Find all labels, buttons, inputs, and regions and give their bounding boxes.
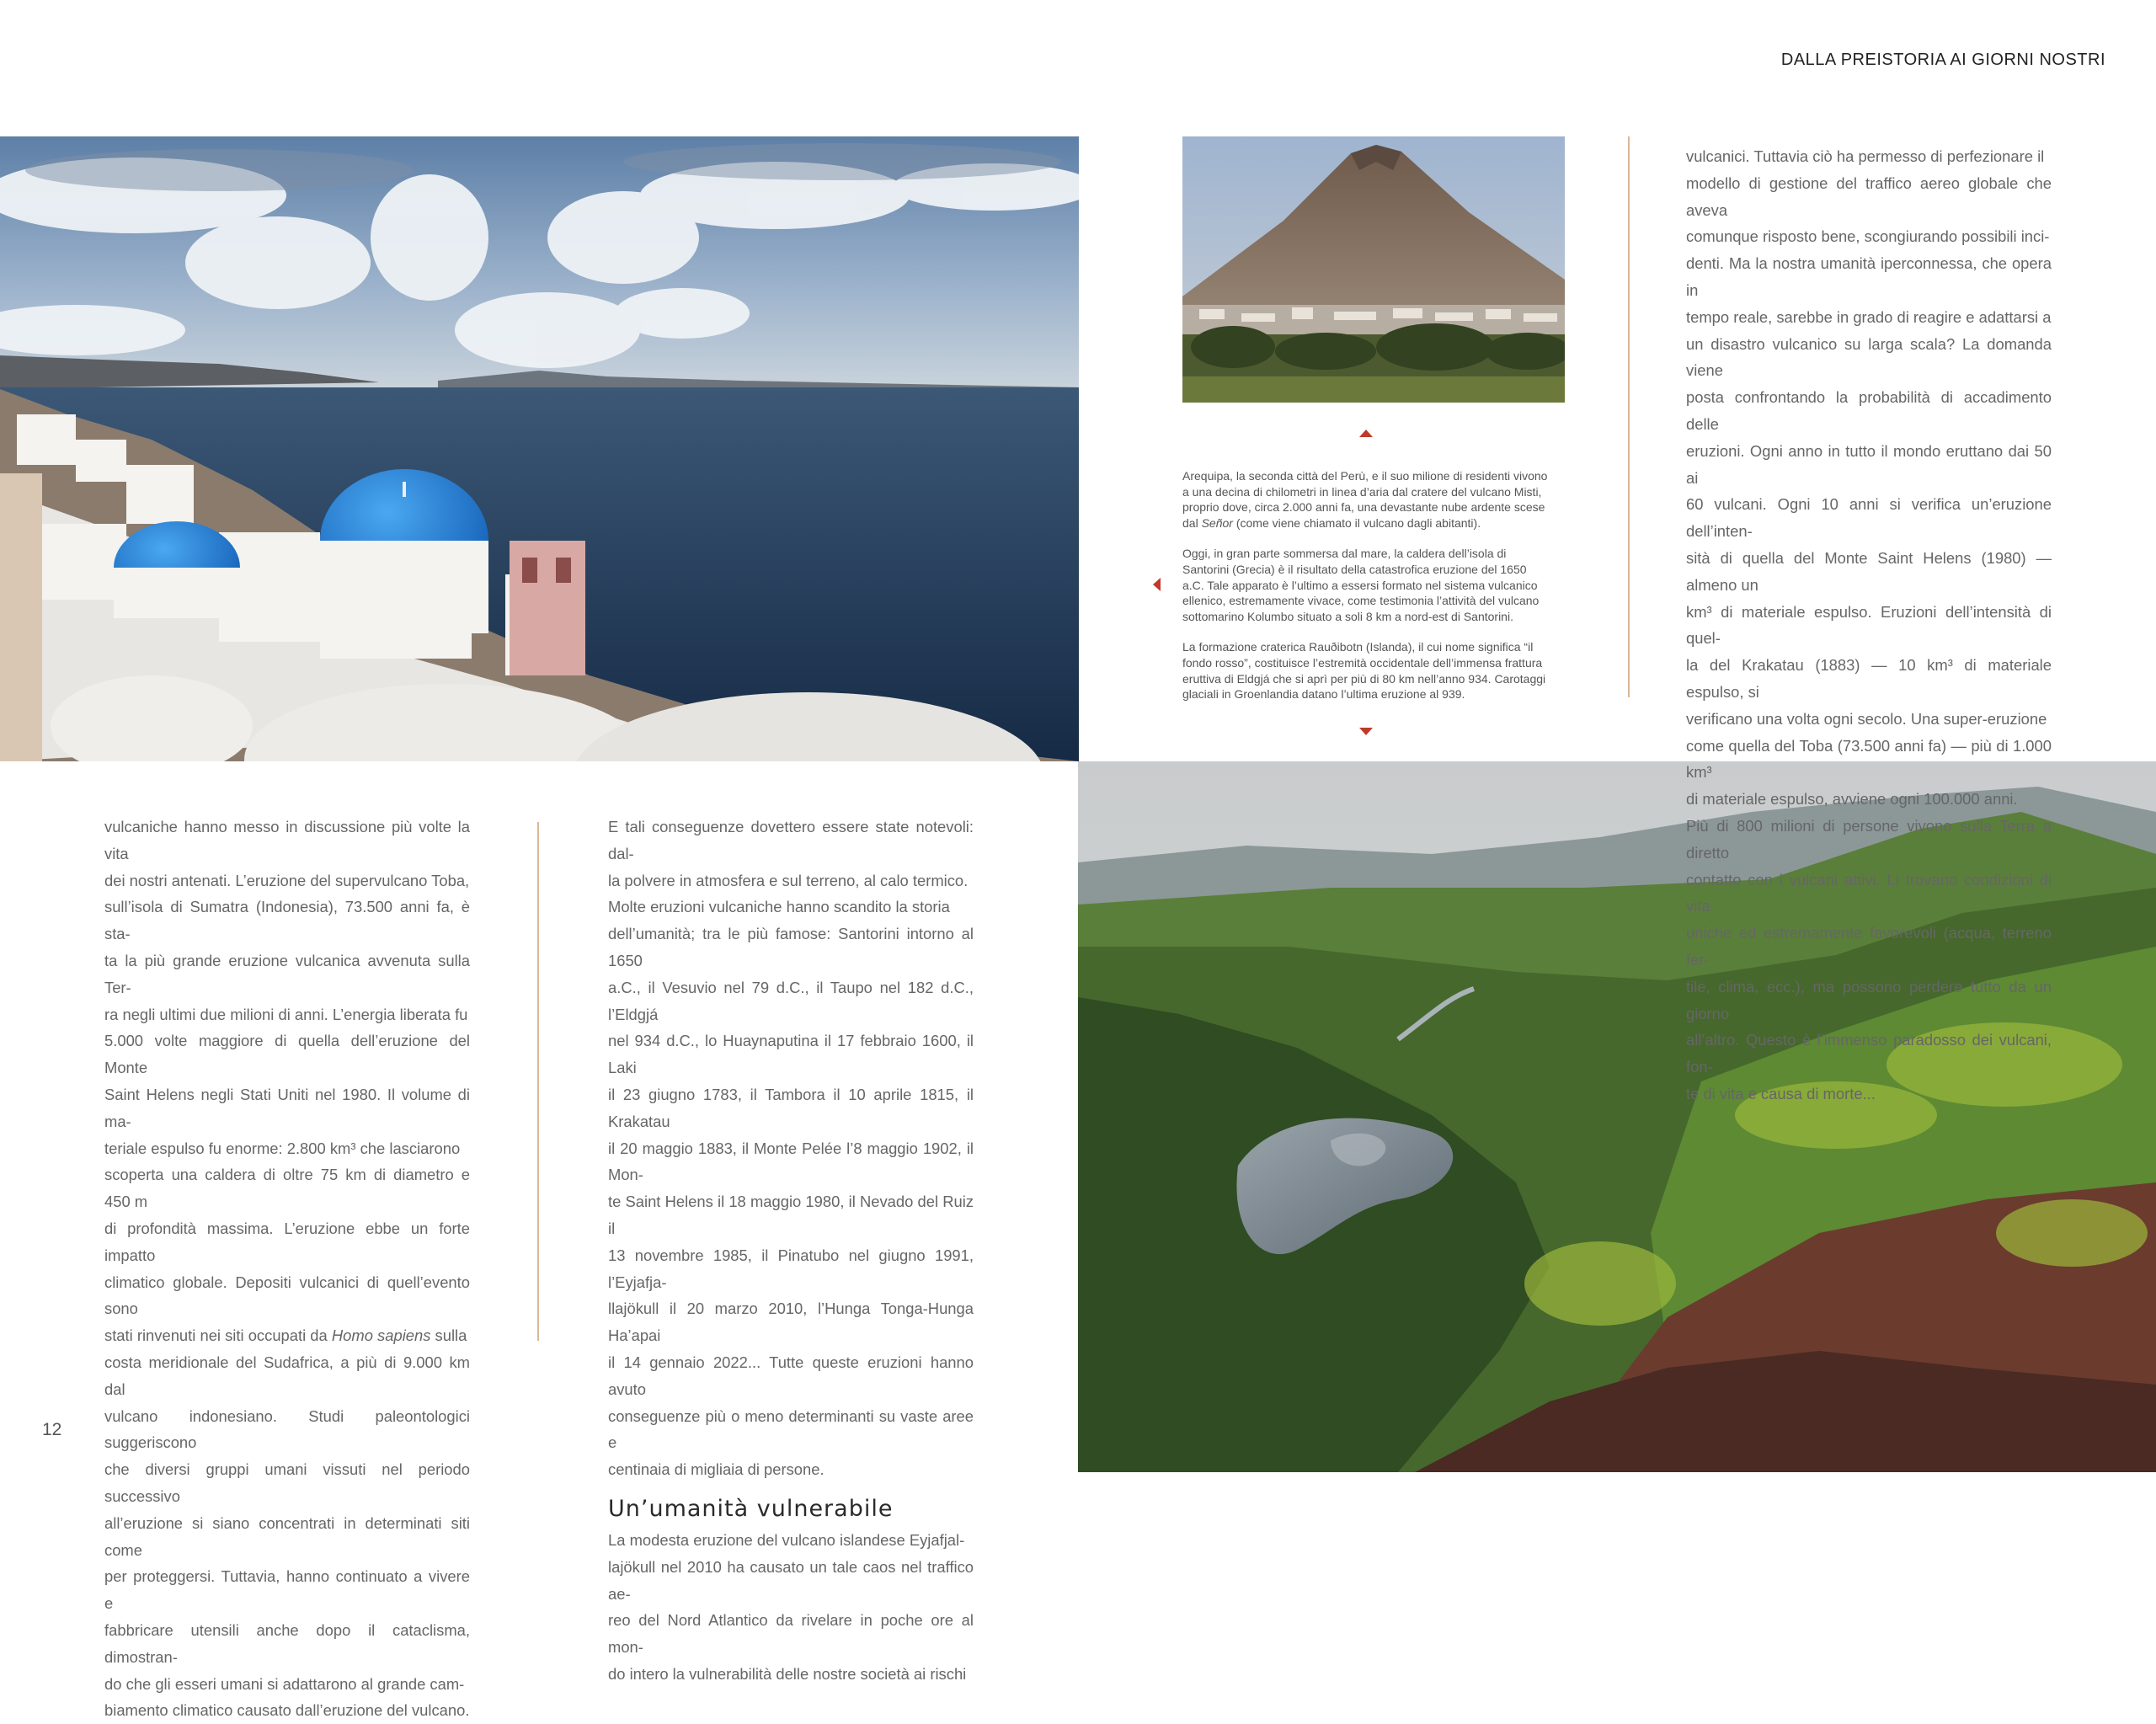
body-column-bottom-left: vulcaniche hanno messo in discussione più volte la vita dei nostri antenati. L’eruzione del supervulcano Toba, sull’isola di Sumatra (Indonesia), 73.500 anni fa, è sta- ta la più grande eruzione vulcanica avvenuta sulla Ter- ra negli ultimi due milioni di anni. L’energia liberata fu 5.000 volte maggiore di quella dell’eruzione del Monte Saint Helens negli Stati Uniti nel 1980. Il volume di ma- teriale espulso fu enorme: 2.800 km³ che lasciarono scoperta una caldera di oltre 75 km di diametro e 450 m di profondità massima. L’eruzione ebbe un forte impatto climatico globale. Depositi vulcanici di quell’evento sono stati rinvenuti nei siti occupati da Homo sapiens sulla costa meridionale del Sudafrica, a più di 9.000 km dal vulcano indonesiano. Studi paleontologici suggeriscono che diversi gruppi umani vissuti nel periodo successivo all’eruzione si siano concentrati in determinati siti come per proteggersi. Tuttavia, hanno continuato a vivere e fabbricare utensili anche dopo il cataclisma, dimostran- do che gli esseri umani si adattarono al grande cam- biamento climatico causato dall’eruzione del vulcano. — [104, 818, 470, 1720]
column-divider-bottom — [537, 822, 539, 1341]
photo-captions — [1182, 468, 1578, 718]
caption-santorini: Oggi, in gran parte sommersa dal mare, la caldera dell’isola di Santorini (Grecia) è il risultato della catastrofica eruzione del 1650 a.C. Tale apparato è l’ultimo a essersi formato nel sistema vulcanico ellenico, estremamente vivace, come testimonia l’attività del vulcano sottomarino Kolumbo situato a soli 8 km a nord-est di Santorini. — [1182, 547, 1540, 623]
misti-volcano-photo — [1182, 136, 1565, 403]
section-heading: Un’umanità vulnerabile — [608, 1495, 894, 1522]
caption-arrow-up-icon — [1359, 430, 1373, 437]
caption-arrow-down-icon — [1359, 728, 1373, 735]
santorini-photo — [0, 136, 1079, 761]
page-number: 12 — [42, 1420, 62, 1439]
caption-raudibotn: La formazione craterica Rauðibotn (Islanda), il cui nome significa “il fondo rosso”, costituisce l’estremità occidentale dell’immensa frattura eruttiva di Eldgjá che si aprì per più di 80 km nell’anno 934. Carotaggi glaciali in Groenlandia datano l’ultima eruzione al 939. — [1182, 640, 1546, 702]
caption-arequipa: Arequipa, la seconda città del Perù, e il suo milione di residenti vivono a una decina di chilometri in linea d’aria dal cratere del vulcano Misti, proprio dove, circa 2.000 anni fa, una devastante nube ardente scese dal Señor (come viene chiamato il vulcano dagli abitanti). — [1182, 469, 1548, 530]
caption-arrow-left-icon — [1153, 578, 1161, 591]
body-column-bottom-middle: E tali conseguenze dovettero essere state notevoli: dal- la polvere in atmosfera e sul terreno, al calo termico. Molte eruzioni vulcaniche hanno scandito la storia dell’umanità; tra le più famose: Santorini intorno al 1650 a.C., il Vesuvio nel 79 d.C., il Taupo nel 182 d.C., l’Eldgjá nel 934 d.C., lo Huaynaputina il 17 febbraio 1600, il Laki il 23 giugno 1783, il Tambora il 10 aprile 1815, il Krakatau il 20 maggio 1883, il Monte Pelée l’8 maggio 1902, il Mon- te Saint Helens il 18 maggio 1980, il Nevado del Ruiz il 13 novembre 1985, il Pinatubo nel giugno 1991, l’Eyjafja- llajökull il 20 marzo 2010, l’Hunga Tonga-Hunga Ha’apai il 14 gennaio 2022... Tutte queste eruzioni hanno avuto conseguenze più o meno determinanti su vaste aree e centinaia di migliaia di persone. Un’umanità vulnerabile La modesta eruzione del vulcano islandese Eyjafjal- lajökull nel 2010 ha causato un tale caos nel traffico ae- reo del Nord Atlantico da rivelare in poche ore al mon- do intero la vulnerabilità delle nostre società ai rischi — [608, 818, 974, 1683]
running-header: DALLA PREISTORIA AI GIORNI NOSTRI — [1780, 51, 2105, 69]
column-divider — [1628, 136, 1630, 697]
body-column-top-right: vulcanici. Tuttavia ciò ha permesso di perfezionare il modello di gestione del traffico aereo globale che aveva comunque risposto bene, scongiurando possibili inci- denti. Ma la nostra umanità iperconnessa, che opera in tempo reale, sarebbe in grado di reagire e adattarsi a un disastro vulcanico su larga scala? La domanda viene posta confrontando la probabilità di accadimento delle eruzioni. Ogni anno in tutto il mondo eruttano dai 50 ai 60 vulcani. Ogni 10 anni si verifica un’eruzione dell’inten- sità di quella del Monte Saint Helens (1980) — almeno un km³ di materiale espulso. Eruzioni dell’intensità di quel- la del Krakatau (1883) — 10 km³ di materiale espulso, si verificano una volta ogni secolo. Una super-eruzione come quella del Toba (73.500 anni fa) — più di 1.000 km³ di materiale espulso, avviene ogni 100.000 anni. Più di 800 milioni di persone vivono sulla Terra a diretto contatto con i vulcani attivi. Li trovano condizioni di vita uniche ed estremamente favorevoli (acqua, terreno fer- tile, clima, ecc.), ma possono perdere tutto da un giorno all’altro. Questo è l’immenso paradosso dei vulcani, fon- te di vita e causa di morte... — [1686, 147, 2052, 1102]
